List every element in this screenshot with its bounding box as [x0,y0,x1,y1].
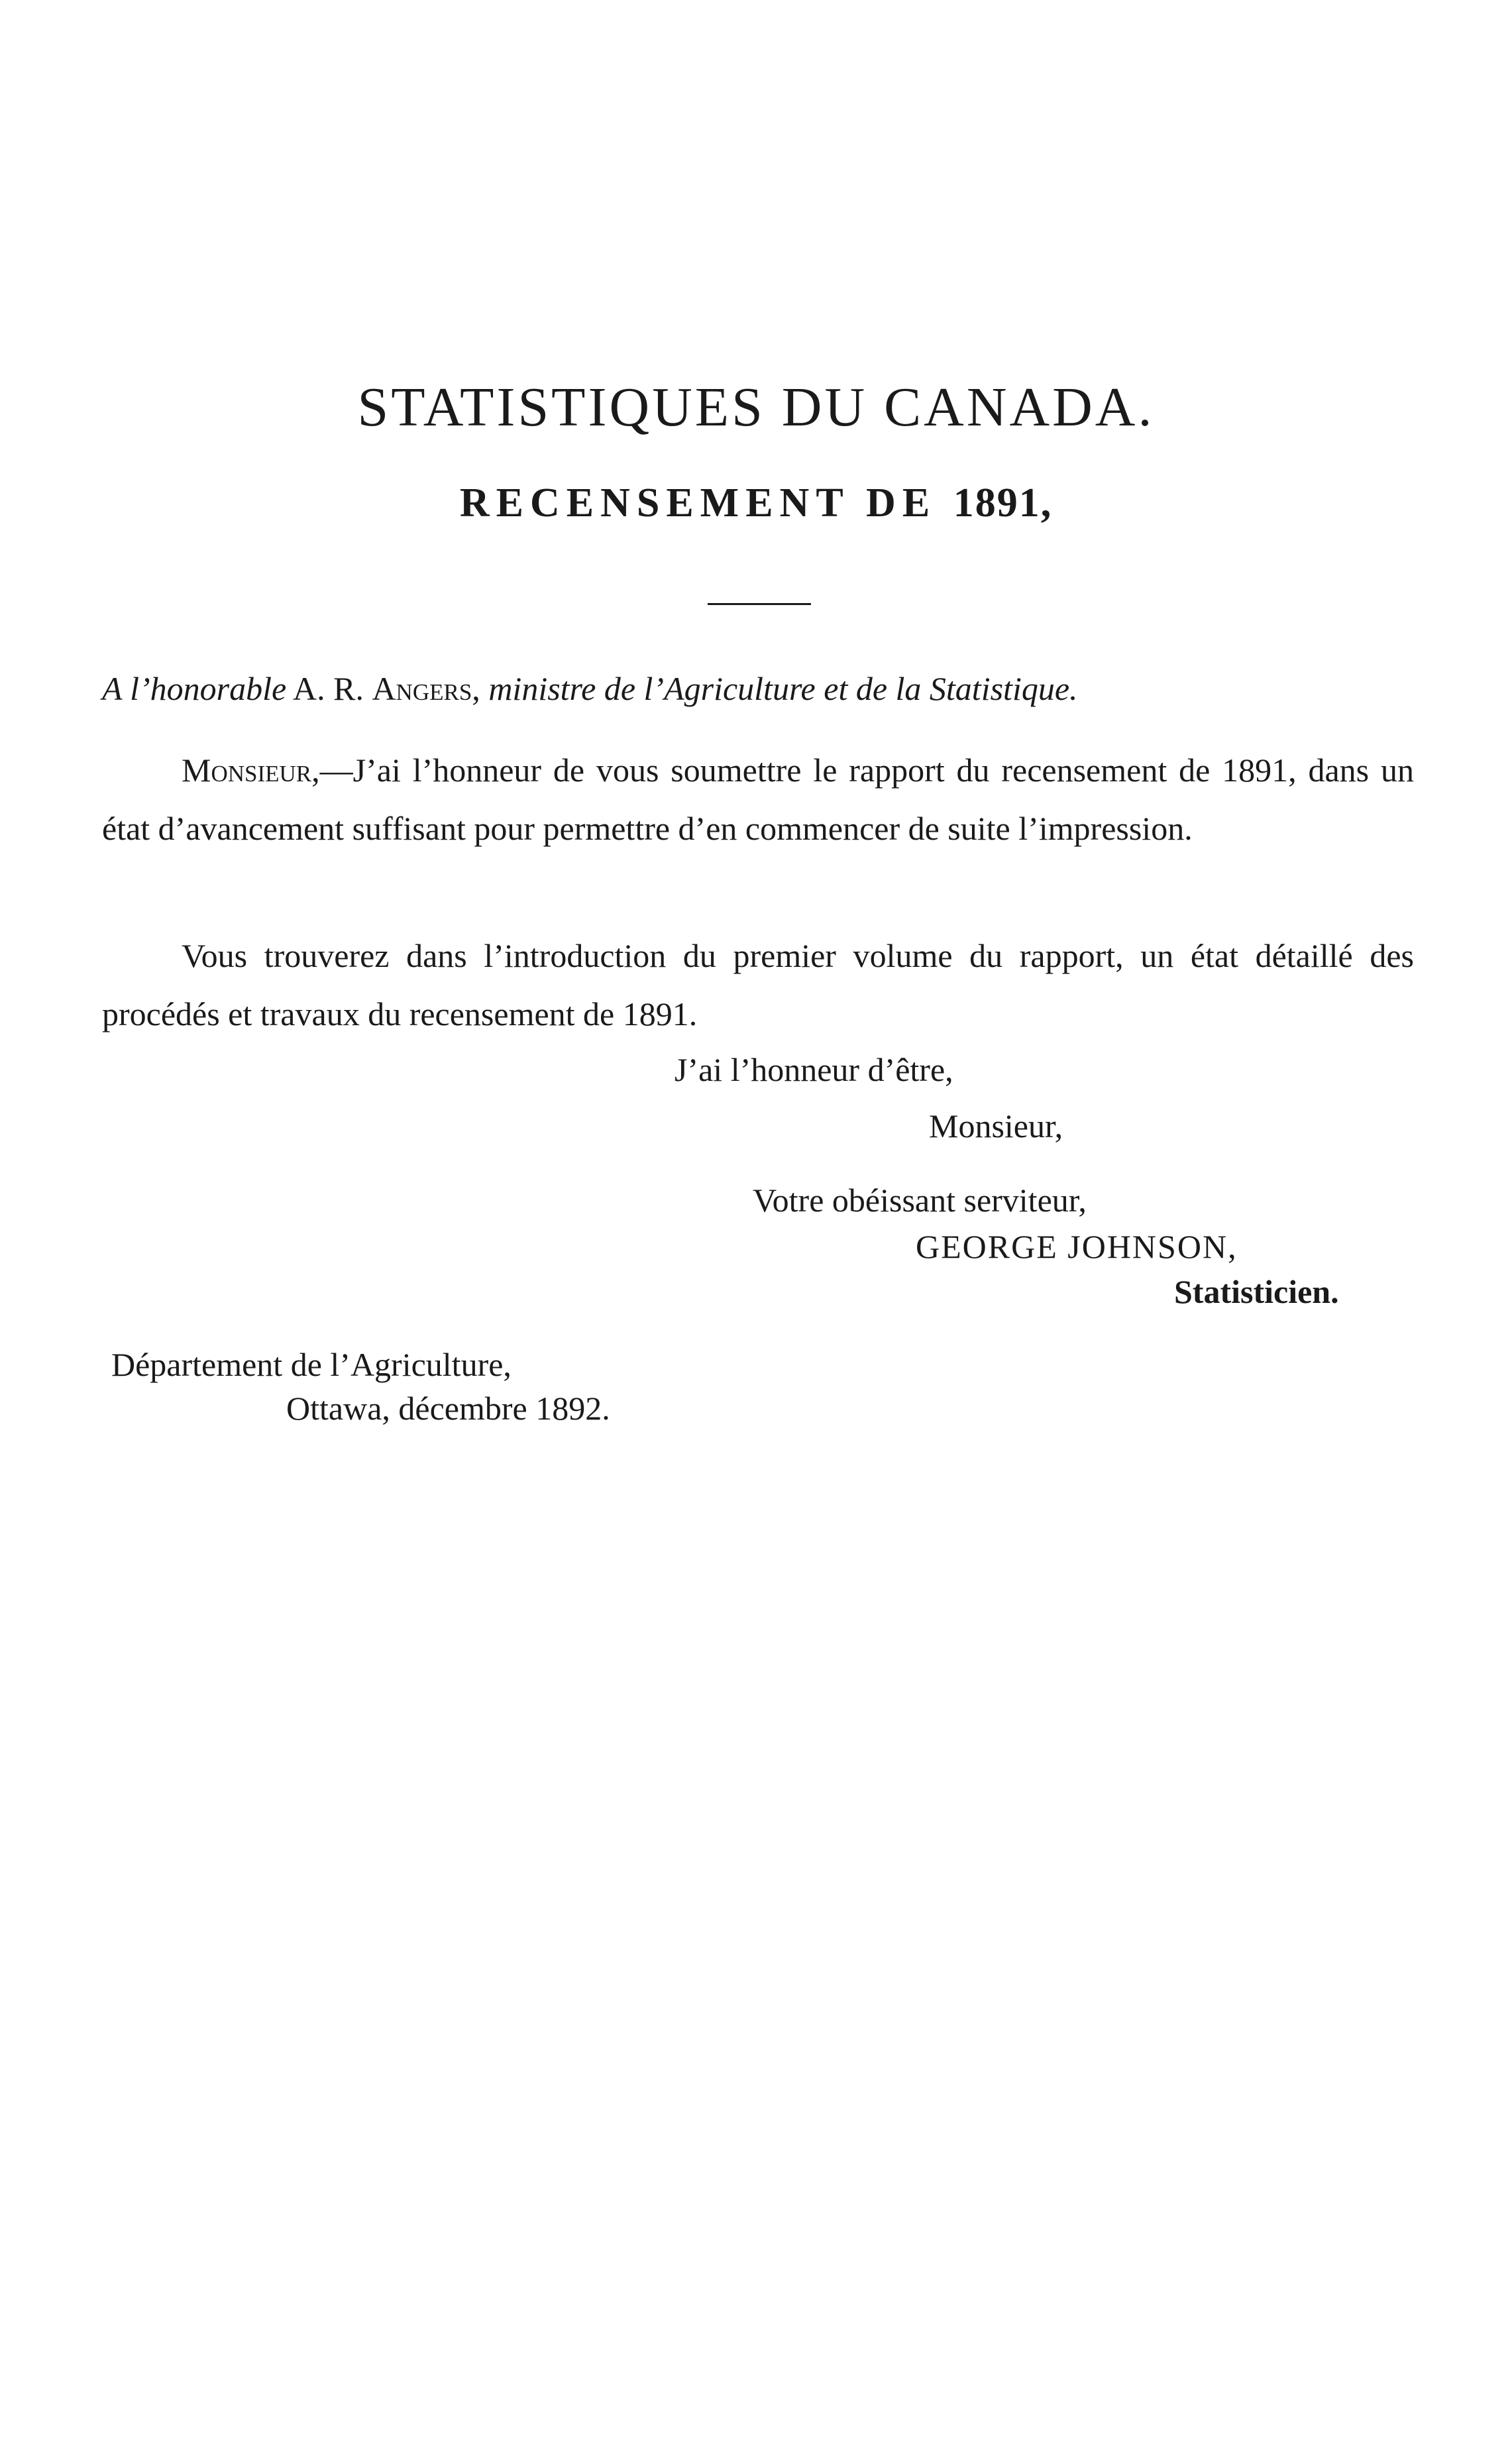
addressee-surname: Angers, [372,670,480,707]
separator-rule [708,603,811,605]
closing-line-3: Votre obéissant serviteur, [753,1182,1087,1219]
addressee-line [102,669,1414,708]
signatory-title: Statisticien. [1174,1273,1339,1310]
page-title: STATISTIQUES DU CANADA. [357,376,1155,438]
subtitle-year: 1891, [953,480,1053,526]
signatory-name: GEORGE JOHNSON, [916,1228,1238,1265]
department-line: Département de l’Agriculture, [111,1346,512,1383]
subtitle-word: RECENSEMENT DE [459,480,937,526]
paragraph-1-text: —J’ai l’honneur de vous soumettre le rapport du recensement de 1891, dans un état d’avancement suffisant pour permettre d’en commencer de suite l’impression. [102,752,1414,847]
letter-paragraph-1 [102,741,1414,858]
addressee-initials: A. R. [292,670,364,707]
letter-paragraph-2: Vous trouverez dans l’introduction du premier volume du rapport, un état détaillé des procédés et travaux du recensement de 1891. [102,937,1414,1033]
page-subtitle [0,480,1512,527]
closing-line-2: Monsieur, [929,1107,1063,1145]
salutation: Monsieur, [182,752,320,789]
place-date-line: Ottawa, décembre 1892. [286,1390,610,1427]
closing-line-1: J’ai l’honneur d’être, [675,1051,953,1088]
addressee-office: ministre de l’Agriculture et de la Statistique. [488,670,1078,707]
addressee-prefix: A l’honorable [102,670,287,707]
